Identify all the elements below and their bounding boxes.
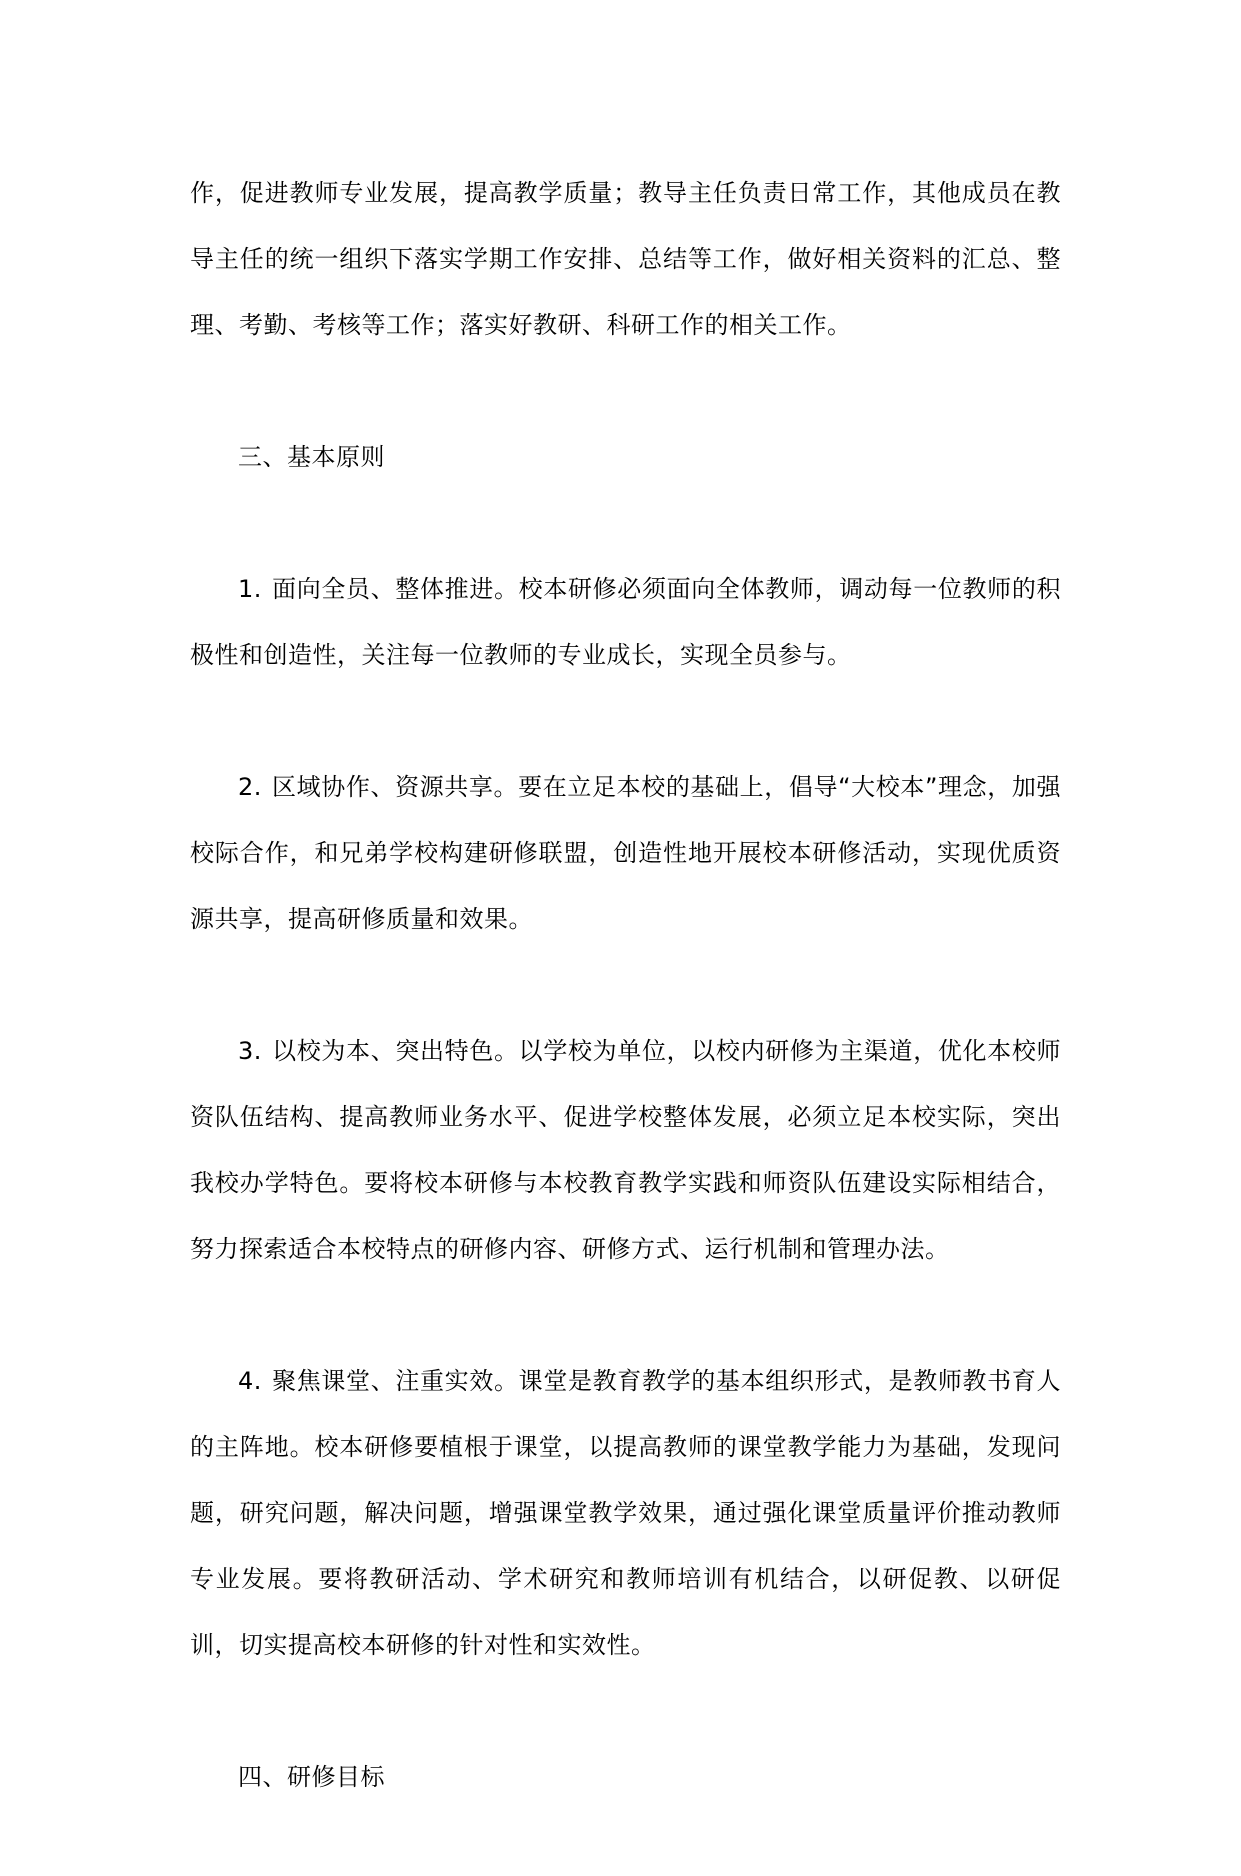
principle-4-number: 4.	[238, 1367, 262, 1395]
principle-1-paragraph	[190, 556, 1061, 688]
principle-3-paragraph	[190, 1018, 1061, 1282]
principle-1-number: 1.	[238, 575, 262, 603]
document-page	[190, 160, 1061, 1876]
principle-3-text: 以校为本、突出特色。以学校为单位，以校内研修为主渠道，优化本校师资队伍结构、提高教师业务水平、促进学校整体发展，必须立足本校实际，突出我校办学特色。要将校本研修与本校教育教学实践和师资队伍建设实际相结合，努力探索适合本校特点的研修内容、研修方式、运行机制和管理办法。	[190, 1037, 1061, 1263]
principle-3-number: 3.	[238, 1037, 262, 1065]
principle-2-number: 2.	[238, 773, 262, 801]
principle-4-paragraph	[190, 1348, 1061, 1678]
principle-1-text: 面向全员、整体推进。校本研修必须面向全体教师，调动每一位教师的积极性和创造性，关注每一位教师的专业成长，实现全员参与。	[190, 575, 1061, 669]
section-four-heading: 四、研修目标	[238, 1763, 385, 1791]
principle-2-paragraph	[190, 754, 1061, 952]
principle-2-text: 区域协作、资源共享。要在立足本校的基础上，倡导“大校本”理念，加强校际合作，和兄弟学校构建研修联盟，创造性地开展校本研修活动，实现优质资源共享，提高研修质量和效果。	[190, 773, 1061, 933]
principle-4-text: 聚焦课堂、注重实效。课堂是教育教学的基本组织形式，是教师教书育人的主阵地。校本研修要植根于课堂，以提高教师的课堂教学能力为基础，发现问题，研究问题，解决问题，增强课堂教学效果，通过强化课堂质量评价推动教师专业发展。要将教研活动、学术研究和教师培训有机结合，以研促教、以研促训，切实提高校本研修的针对性和实效性。	[190, 1367, 1061, 1659]
section-three-heading: 三、基本原则	[238, 443, 385, 471]
intro-paragraph: 作，促进教师专业发展，提高教学质量；教导主任负责日常工作，其他成员在教导主任的统一组织下落实学期工作安排、总结等工作，做好相关资料的汇总、整理、考勤、考核等工作；落实好教研、科研工作的相关工作。	[190, 179, 1061, 339]
